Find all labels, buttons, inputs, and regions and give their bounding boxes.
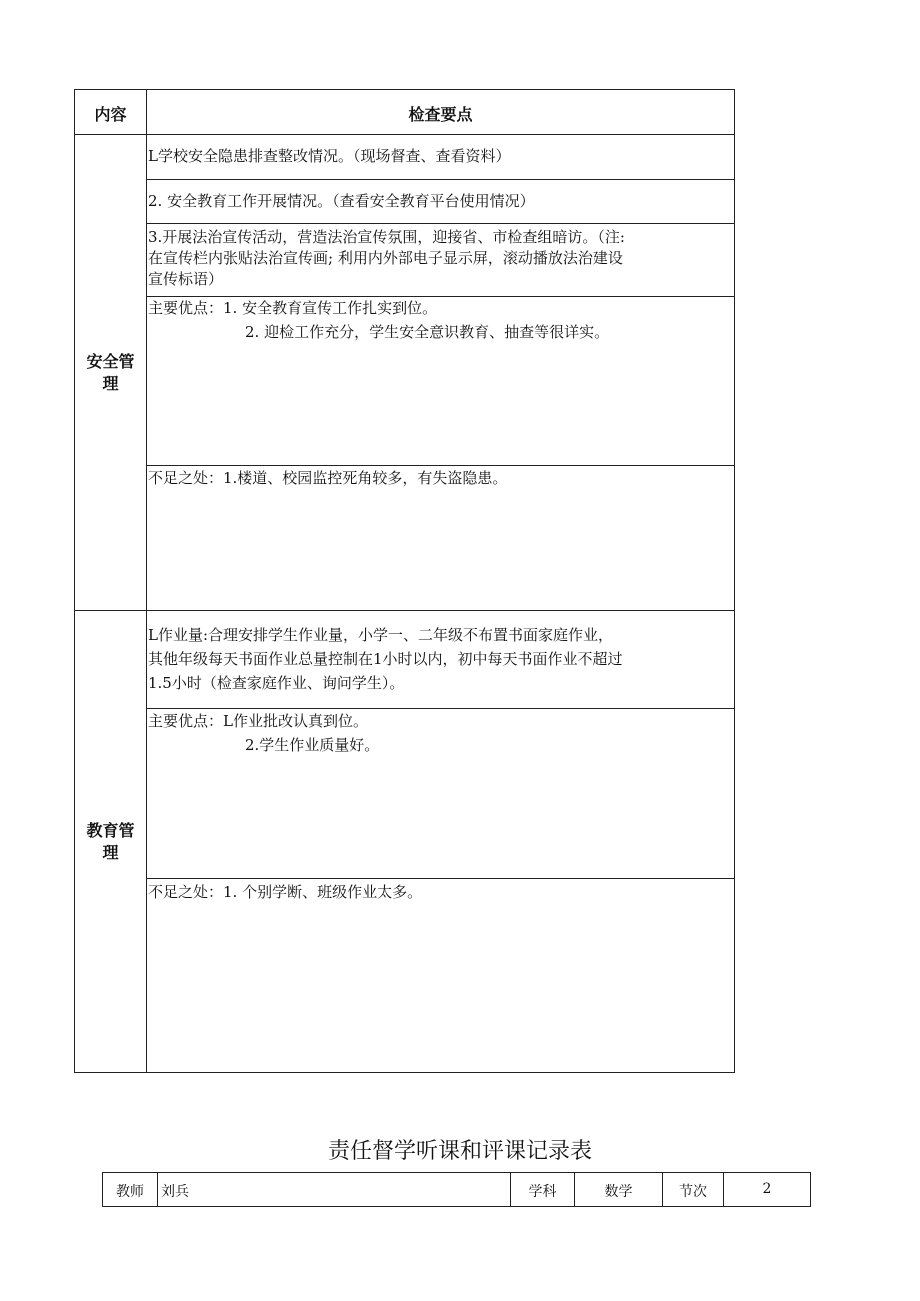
category-safety-management: 安全管 理 <box>86 352 135 393</box>
safety-item-1: L学校安全隐患排查整改情况。（现场督查、查看资料） <box>148 147 511 165</box>
period-value: 2 <box>762 1181 772 1197</box>
safety-item-2: 2. 安全教育工作开展情况。（查看安全教育平台使用情况） <box>148 192 535 210</box>
teacher-label: 教师 <box>116 1184 144 1200</box>
column-header-check-points: 检查要点 <box>408 105 473 124</box>
education-weaknesses: 不足之处：1. 个别学断、班级作业太多。 <box>148 883 423 901</box>
safety-weaknesses: 不足之处：1.楼道、校园监控死角较多，有失盗隐患。 <box>148 469 508 487</box>
period-label: 节次 <box>679 1184 707 1200</box>
safety-strengths: 主要优点：1. 安全教育宣传工作扎实到位。 2. 迎检工作充分，学生安全意识教育、抽查等很详实。 <box>148 299 610 341</box>
education-strengths: 主要优点：L作业批改认真到位。 2.学生作业质量好。 <box>148 712 380 754</box>
safety-item-3: 3.开展法治宣传活动，营造法治宣传氛围，迎接省、市检查组暗访。（注: 在宣传栏内张贴法治宣传画; 利用内外部电子显示屏，滚动播放法治建设 宣传标语） <box>148 228 625 288</box>
category-education-management: 教育管 理 <box>86 821 135 862</box>
teacher-name: 刘兵 <box>161 1184 189 1200</box>
subject-label: 学科 <box>528 1184 557 1200</box>
subject-value: 数学 <box>604 1184 633 1200</box>
education-item-1: L作业量:合理安排学生作业量，小学一、二年级不布置书面家庭作业， 其他年级每天书面作业总量控制在1小时以内，初中每天书面作业不超过 1.5小时（检查家庭作业、询问学生）。 <box>148 626 623 692</box>
record-table-title: 责任督学听课和评课记录表 <box>327 1139 592 1164</box>
column-header-content: 内容 <box>94 105 127 124</box>
